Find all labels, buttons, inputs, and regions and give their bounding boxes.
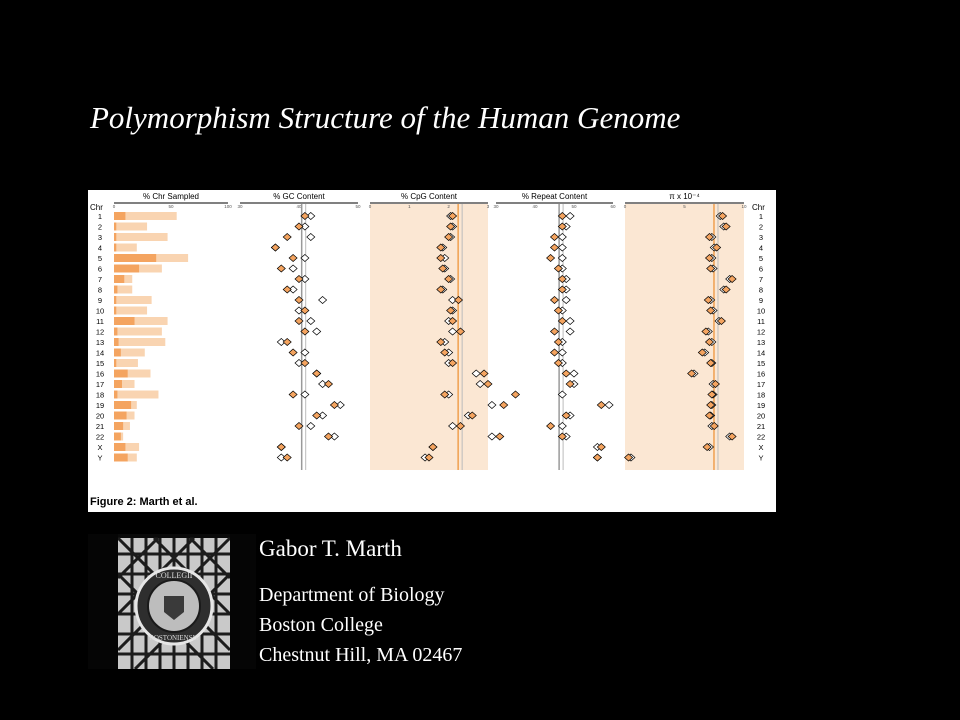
sampled-bar-dark xyxy=(114,349,121,357)
row-label-left: 5 xyxy=(97,254,103,263)
sampled-bar-light xyxy=(114,223,147,231)
tick-label: 50 xyxy=(355,204,361,209)
data-point-diamond xyxy=(313,328,321,335)
sampled-bar-dark xyxy=(114,223,116,231)
tick-label: 0 xyxy=(368,204,372,209)
data-point-diamond xyxy=(277,444,285,451)
sampled-bar-dark xyxy=(114,254,156,262)
tick-label: 40 xyxy=(296,204,302,209)
tick-label: 1 xyxy=(408,204,411,209)
sampled-bar-light xyxy=(114,307,147,315)
data-point-diamond xyxy=(325,433,333,440)
tick-label: 60 xyxy=(610,204,616,209)
tick-label: 2 xyxy=(447,204,450,209)
row-label-right: 2 xyxy=(758,222,764,232)
row-label-left: 1 xyxy=(97,212,103,221)
author-name: Gabor T. Marth xyxy=(259,536,402,561)
data-point-diamond xyxy=(566,318,574,325)
row-label-right: 21 xyxy=(756,422,766,431)
data-point-diamond xyxy=(496,433,504,440)
tick-label: 3 xyxy=(486,204,490,209)
row-label-left: 4 xyxy=(97,243,103,253)
tick-label: 0 xyxy=(623,204,627,209)
data-point-diamond xyxy=(283,286,291,293)
row-label-left: 6 xyxy=(97,264,103,274)
row-label-right: 22 xyxy=(756,432,766,442)
sampled-bar-light xyxy=(114,359,138,367)
row-label-left: 3 xyxy=(97,233,103,242)
sampled-bar-dark xyxy=(114,359,116,367)
row-label-left: 18 xyxy=(95,390,105,400)
data-point-diamond xyxy=(551,349,559,356)
affiliation-institution: Boston College xyxy=(259,614,383,636)
data-point-diamond xyxy=(289,255,297,262)
row-label-right: 18 xyxy=(756,390,766,400)
data-point-diamond xyxy=(277,265,285,272)
row-label-right: 13 xyxy=(756,338,766,347)
tick-label: 5 xyxy=(683,204,686,209)
panel-title: π x 10⁻⁴ xyxy=(669,192,700,201)
data-point-diamond xyxy=(283,454,291,461)
row-label-left: 20 xyxy=(95,411,105,421)
data-point-diamond xyxy=(289,391,297,398)
affiliation-department: Department of Biology xyxy=(259,584,445,606)
row-label-right: 4 xyxy=(758,243,764,253)
data-point-diamond xyxy=(566,213,574,220)
row-label-left: 8 xyxy=(97,285,103,295)
data-point-diamond xyxy=(313,370,321,377)
tick-label: 10 xyxy=(741,204,747,209)
data-point-diamond xyxy=(289,349,297,356)
row-label-left: 19 xyxy=(95,401,105,410)
sampled-bar-dark xyxy=(114,265,139,273)
sampled-bar-dark xyxy=(114,401,131,409)
sampled-bar-dark xyxy=(114,338,119,346)
data-point-diamond xyxy=(307,423,315,430)
row-label-right: 17 xyxy=(756,380,766,389)
row-label-right: 14 xyxy=(756,348,766,358)
sampled-bar-dark xyxy=(114,286,117,294)
row-label-left: 15 xyxy=(95,359,105,368)
row-label-right: 6 xyxy=(758,264,764,274)
sampled-bar-dark xyxy=(114,317,135,325)
row-label-left: 11 xyxy=(96,317,104,326)
sampled-bar-light xyxy=(114,338,165,346)
affiliation-address: Chestnut Hill, MA 02467 xyxy=(259,644,463,666)
sampled-bar-dark xyxy=(114,454,128,462)
sampled-bar-dark xyxy=(114,422,123,430)
data-point-diamond xyxy=(551,244,559,251)
row-label-right: 3 xyxy=(758,233,764,242)
row-label-left: 17 xyxy=(95,380,105,389)
row-header-right: Chr xyxy=(752,203,765,212)
data-point-diamond xyxy=(283,234,291,241)
data-point-diamond xyxy=(307,234,315,241)
sampled-bar-dark xyxy=(114,391,117,399)
tick-label: 30 xyxy=(237,204,243,209)
sampled-bar-light xyxy=(114,391,158,399)
row-label-right: 1 xyxy=(758,212,764,221)
seal-text-top: COLLEGII xyxy=(155,571,193,580)
data-point-diamond xyxy=(271,244,279,251)
sampled-bar-light xyxy=(114,328,162,336)
slide-title: Polymorphism Structure of the Human Genome xyxy=(90,100,681,135)
data-point-diamond xyxy=(566,328,574,335)
row-label-right: 16 xyxy=(756,369,766,379)
polymorphism-figure xyxy=(88,190,776,512)
data-point-diamond xyxy=(283,339,291,346)
tick-label: 50 xyxy=(168,204,174,209)
panel-band xyxy=(370,204,488,470)
data-point-diamond xyxy=(593,454,601,461)
sampled-bar-dark xyxy=(114,212,125,220)
sampled-bar-dark xyxy=(114,307,116,315)
row-label-left: 13 xyxy=(95,338,105,347)
sampled-bar-dark xyxy=(114,233,116,241)
stained-glass-photo xyxy=(88,534,256,669)
stained-glass-seal-icon xyxy=(88,534,256,669)
row-label-left: Y xyxy=(97,453,103,463)
data-point-diamond xyxy=(551,234,559,241)
sampled-bar-dark xyxy=(114,443,125,451)
sampled-bar-light xyxy=(114,233,168,241)
panel-title: % Chr Sampled xyxy=(142,192,200,201)
row-label-right: 12 xyxy=(756,327,766,337)
data-point-diamond xyxy=(547,255,555,262)
sampled-bar-dark xyxy=(114,380,122,388)
data-point-diamond xyxy=(597,402,605,409)
row-header-left: Chr xyxy=(90,203,103,212)
row-label-left: 22 xyxy=(95,432,105,442)
data-point-diamond xyxy=(547,423,555,430)
row-label-right: 7 xyxy=(758,275,764,284)
sampled-bar-dark xyxy=(114,328,117,336)
data-point-diamond xyxy=(570,370,578,377)
data-point-diamond xyxy=(307,318,315,325)
data-point-diamond xyxy=(330,402,338,409)
panel-band xyxy=(625,204,744,470)
figure-chart-svg xyxy=(88,190,776,512)
row-label-right: 15 xyxy=(756,359,766,368)
panel-title: % GC Content xyxy=(273,192,325,201)
row-label-left: 14 xyxy=(95,348,105,358)
data-point-diamond xyxy=(500,402,508,409)
row-label-right: Y xyxy=(758,453,764,463)
sampled-bar-dark xyxy=(114,412,127,420)
data-point-diamond xyxy=(313,412,321,419)
row-label-right: 10 xyxy=(756,306,766,316)
sampled-bar-dark xyxy=(114,296,116,304)
sampled-bar-dark xyxy=(114,370,128,378)
tick-label: 40 xyxy=(532,204,538,209)
sampled-bar-dark xyxy=(114,433,121,441)
row-label-right: 9 xyxy=(758,296,764,305)
data-point-diamond xyxy=(605,402,613,409)
data-point-diamond xyxy=(325,381,333,388)
row-label-left: 12 xyxy=(95,327,105,337)
sampled-bar-dark xyxy=(114,244,116,252)
row-label-right: 8 xyxy=(758,285,764,295)
data-point-diamond xyxy=(551,297,559,304)
row-label-right: 20 xyxy=(756,411,766,421)
row-label-left: 7 xyxy=(97,275,103,284)
data-point-diamond xyxy=(319,297,327,304)
data-point-diamond xyxy=(512,391,520,398)
seal-text-bottom: BOSTONIENSIS xyxy=(149,634,199,642)
sampled-bar-light xyxy=(114,296,152,304)
row-label-left: X xyxy=(97,443,103,452)
row-label-left: 16 xyxy=(95,369,105,379)
row-label-left: 10 xyxy=(95,306,105,316)
data-point-diamond xyxy=(488,402,496,409)
sampled-bar-light xyxy=(114,244,137,252)
data-point-diamond xyxy=(289,265,297,272)
row-label-left: 2 xyxy=(97,222,103,232)
figure-caption: Figure 2: Marth et al. xyxy=(90,496,198,508)
panel-title: % CpG Content xyxy=(400,192,458,201)
tick-label: 50 xyxy=(571,204,577,209)
tick-label: 100 xyxy=(224,204,232,209)
data-point-diamond xyxy=(551,328,559,335)
row-label-left: 9 xyxy=(97,296,103,305)
row-label-right: 11 xyxy=(757,317,765,326)
tick-label: 30 xyxy=(493,204,499,209)
panel-title: % Repeat Content xyxy=(521,192,588,201)
sampled-bar-dark xyxy=(114,275,124,283)
tick-label: 0 xyxy=(112,204,116,209)
row-label-left: 21 xyxy=(95,422,105,431)
row-label-right: 5 xyxy=(758,254,764,263)
row-label-right: X xyxy=(758,443,764,452)
row-label-right: 19 xyxy=(756,401,766,410)
data-point-diamond xyxy=(488,433,496,440)
